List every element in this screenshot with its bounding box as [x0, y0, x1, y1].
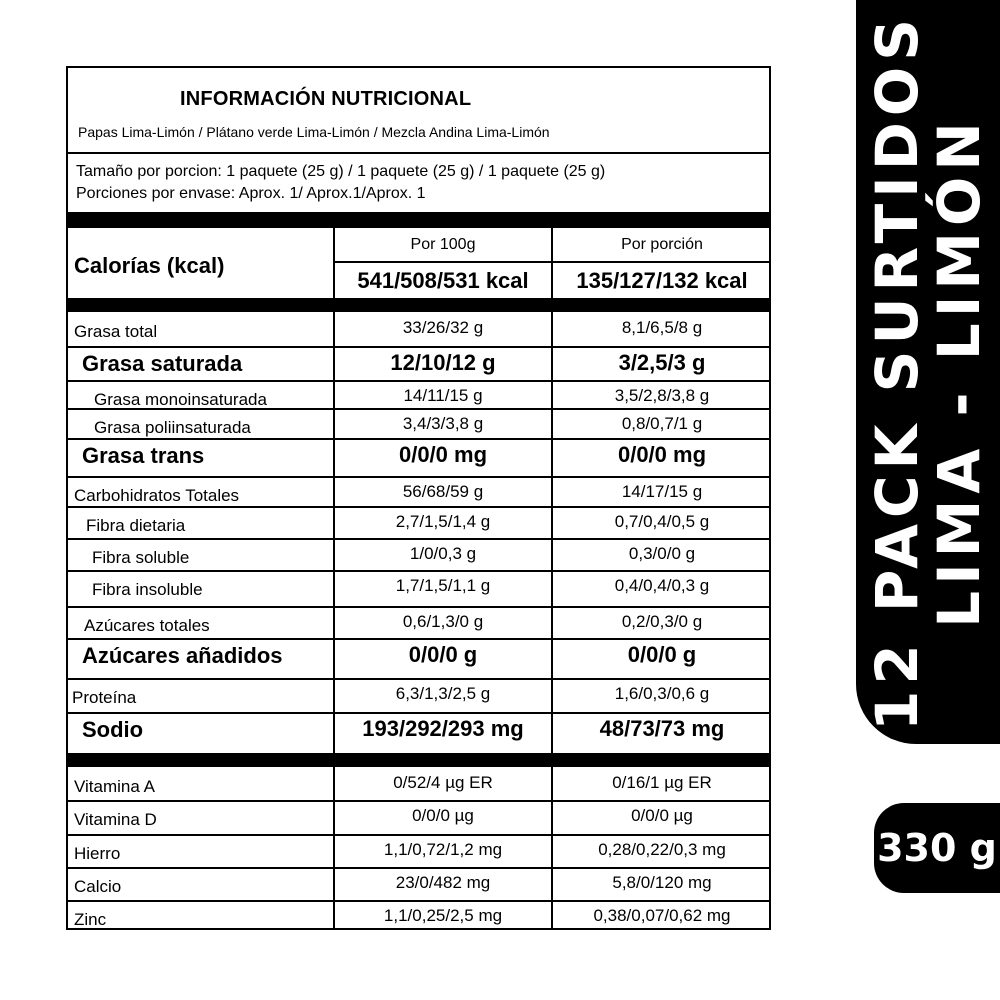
value-perserving: 3/2,5/3 g [618, 350, 706, 375]
row-divider [68, 538, 769, 540]
value-per100: 0/0/0 mg [398, 442, 488, 467]
product-list: Papas Lima-Limón / Plátano verde Lima-Limón / Mezcla Andina Lima-Limón [78, 124, 550, 140]
vitamin-label: Hierro [74, 844, 121, 863]
column-divider [333, 312, 335, 753]
value-perserving: 0/16/1 µg ER [612, 773, 712, 792]
value-perserving: 0/0/0 µg [631, 806, 693, 825]
value-per100: 3,4/3/3,8 g [402, 414, 484, 433]
serving-size: Tamaño por porcion: 1 paquete (25 g) / 1 paquete (25 g) / 1 paquete (25 g) [76, 163, 606, 180]
value-per100: 56/68/59 g [402, 482, 484, 501]
nutrient-label: Fibra dietaria [86, 516, 186, 535]
divider [68, 152, 769, 154]
value-perserving: 0,3/0/0 g [628, 544, 696, 563]
value-perserving: 1,6/0,3/0,6 g [614, 684, 710, 703]
row-divider [68, 867, 769, 869]
column-divider [333, 767, 335, 930]
value-perserving: 14/17/15 g [621, 482, 703, 501]
value-per100: 0/0/0 g [408, 642, 478, 667]
value-per100: 0/0/0 µg [412, 806, 474, 825]
value-per100: 193/292/293 mg [362, 716, 524, 741]
vitamin-label: Vitamina A [74, 777, 155, 796]
value-per100: 12/10/12 g [390, 350, 496, 375]
row-divider [68, 476, 769, 478]
value-per100: 6,3/1,3/2,5 g [395, 684, 491, 703]
nutrient-label: Grasa monoinsaturada [94, 390, 267, 409]
nutrient-label: Grasa total [74, 322, 158, 341]
row-divider [68, 606, 769, 608]
row-divider [68, 380, 769, 382]
thick-divider [68, 298, 769, 312]
divider [333, 261, 769, 263]
nutrient-label: Carbohidratos Totales [74, 486, 240, 505]
value-per100: 1,1/0,72/1,2 mg [383, 840, 503, 859]
nutrient-label: Grasa poliinsaturada [94, 418, 251, 437]
column-header-perserving: Por porción [621, 236, 703, 253]
value-perserving: 5,8/0/120 mg [612, 873, 712, 892]
banner-text [856, 12, 1000, 732]
nutrient-label: Grasa trans [82, 443, 205, 468]
row-divider [68, 678, 769, 680]
row-divider [68, 346, 769, 348]
value-perserving: 0,4/0,4/0,3 g [614, 576, 710, 595]
value-perserving: 0,7/0,4/0,5 g [614, 512, 710, 531]
column-header-per100: Por 100g [410, 236, 476, 253]
column-divider [551, 767, 553, 930]
table-title: INFORMACIÓN NUTRICIONAL [180, 88, 472, 110]
value-per100: 0,6/1,3/0 g [402, 612, 484, 631]
row-divider [68, 900, 769, 902]
value-per100: 33/26/32 g [402, 318, 484, 337]
column-divider [551, 312, 553, 753]
value-per100: 1/0/0,3 g [409, 544, 477, 563]
value-perserving: 0,28/0,22/0,3 mg [598, 840, 726, 859]
value-perserving: 48/73/73 mg [599, 716, 725, 741]
value-perserving: 0/0/0 mg [617, 442, 707, 467]
banner-line-1: 12 PACK SURTIDOS [863, 13, 931, 731]
value-per100: 1,7/1,5/1,1 g [395, 576, 491, 595]
value-perserving: 0,2/0,3/0 g [621, 612, 703, 631]
value-per100: 1,1/0,25/2,5 mg [383, 906, 503, 925]
value-perserving: 8,1/6,5/8 g [621, 318, 703, 337]
vitamin-label: Calcio [74, 877, 122, 896]
value-per100: 23/0/482 mg [395, 873, 491, 892]
nutrition-facts-table [66, 66, 771, 930]
row-divider [68, 506, 769, 508]
value-per100: 2,7/1,5/1,4 g [395, 512, 491, 531]
thick-divider [68, 212, 769, 228]
nutrient-label: Azúcares totales [84, 616, 210, 635]
value-perserving: 0,38/0,07/0,62 mg [593, 906, 731, 925]
nutrient-label: Proteína [72, 688, 137, 707]
banner-line-2: LIMA - LIMÓN [925, 116, 993, 628]
value-per100: 0/52/4 µg ER [393, 773, 493, 792]
thick-divider [68, 753, 769, 767]
row-divider [68, 712, 769, 714]
value-per100: 14/11/15 g [403, 386, 483, 405]
nutrient-label: Fibra insoluble [92, 580, 203, 599]
nutrient-label: Azúcares añadidos [82, 643, 283, 668]
row-divider [68, 800, 769, 802]
value-perserving: 0,8/0,7/1 g [621, 414, 703, 433]
row-divider [68, 408, 769, 410]
vitamin-label: Zinc [74, 910, 107, 929]
calories-per100: 541/508/531 kcal [357, 268, 529, 293]
value-perserving: 3,5/2,8/3,8 g [614, 386, 710, 405]
value-perserving: 0/0/0 g [627, 642, 697, 667]
row-divider [68, 570, 769, 572]
nutrient-label: Sodio [82, 717, 144, 742]
nutrient-label: Grasa saturada [82, 351, 243, 376]
serving-info [76, 161, 605, 205]
nutrient-label: Fibra soluble [92, 548, 190, 567]
servings-per-container: Porciones por envase: Aprox. 1/ Aprox.1/Aprox. 1 [76, 185, 426, 202]
row-divider [68, 438, 769, 440]
vitamin-label: Vitamina D [74, 810, 157, 829]
row-divider [68, 638, 769, 640]
row-divider [68, 834, 769, 836]
calories-perserving: 135/127/132 kcal [576, 268, 748, 293]
net-weight: 330 g [877, 826, 997, 870]
calories-label: Calorías (kcal) [74, 253, 225, 278]
